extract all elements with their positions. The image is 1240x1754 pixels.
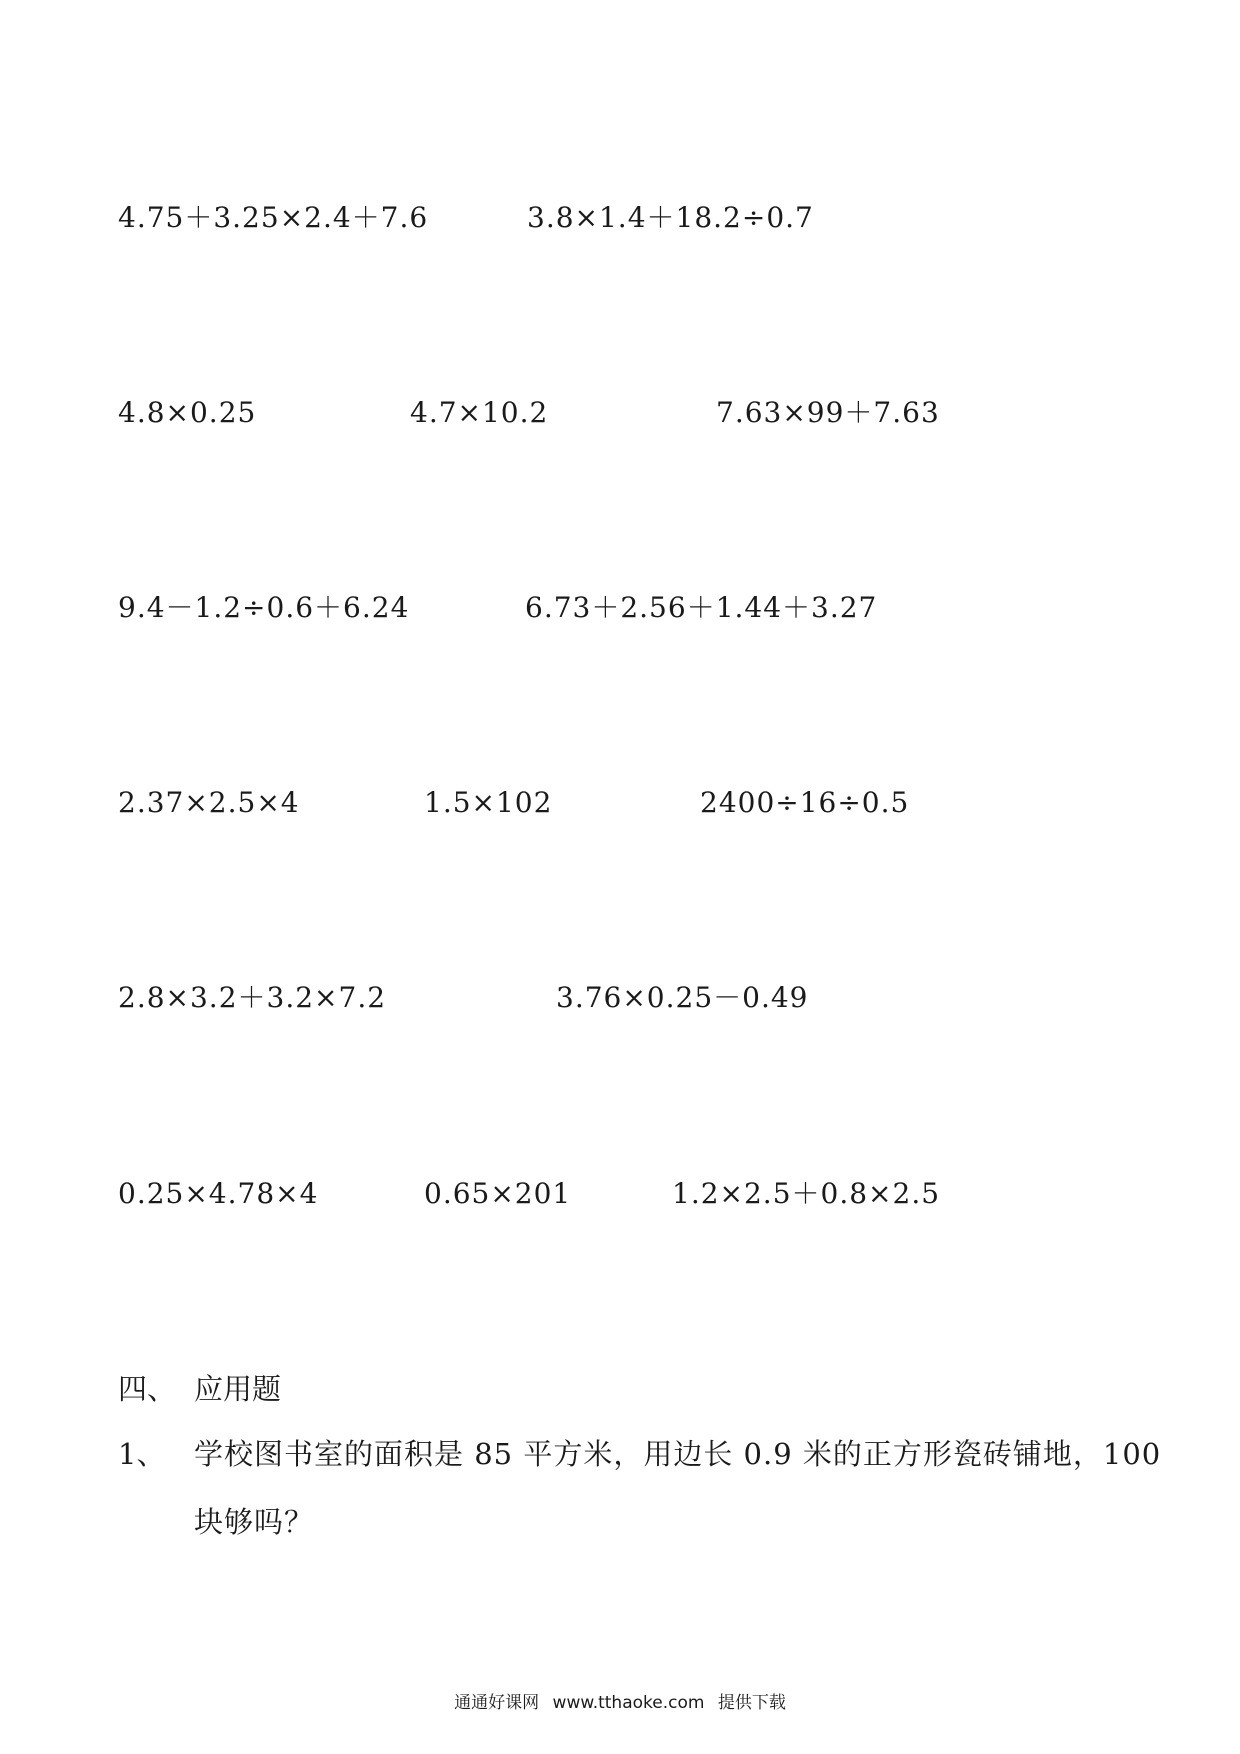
question-text-line-2: 块够吗？ xyxy=(194,1505,315,1539)
expression-r6-c3: 1.2×2.5＋0.8×2.5 xyxy=(672,1177,941,1210)
expression-r1-c2: 3.8×1.4＋18.2÷0.7 xyxy=(527,201,814,234)
expression-r4-c2: 1.5×102 xyxy=(424,786,553,819)
expression-r5-c1: 2.8×3.2＋3.2×7.2 xyxy=(118,981,387,1014)
expression-r4-c1: 2.37×2.5×4 xyxy=(118,786,300,819)
expression-r2-c2: 4.7×10.2 xyxy=(410,396,549,429)
section-title: 应用题 xyxy=(194,1372,282,1406)
footer-suffix: 提供下载 xyxy=(717,1693,786,1713)
expression-r3-c2: 6.73＋2.56＋1.44＋3.27 xyxy=(525,591,878,624)
page-footer xyxy=(0,1695,1240,1712)
expression-r1-c1: 4.75＋3.25×2.4＋7.6 xyxy=(118,201,429,234)
expression-r6-c1: 0.25×4.78×4 xyxy=(118,1177,319,1210)
expression-r6-c2: 0.65×201 xyxy=(424,1177,572,1210)
section-number: 四、 xyxy=(118,1372,177,1406)
footer-url: www.tthaoke.com xyxy=(552,1693,705,1713)
expression-r2-c1: 4.8×0.25 xyxy=(118,396,257,429)
footer-site-name: 通通好课网 xyxy=(454,1693,540,1713)
expression-r3-c1: 9.4－1.2÷0.6＋6.24 xyxy=(118,591,410,624)
expression-r4-c3: 2400÷16÷0.5 xyxy=(700,786,910,819)
expression-r5-c2: 3.76×0.25－0.49 xyxy=(556,981,809,1014)
question-number: 1、 xyxy=(118,1437,166,1471)
expression-r2-c3: 7.63×99＋7.63 xyxy=(716,396,940,429)
question-text-line-1: 学校图书室的面积是 85 平方米，用边长 0.9 米的正方形瓷砖铺地，100 xyxy=(194,1437,1162,1471)
